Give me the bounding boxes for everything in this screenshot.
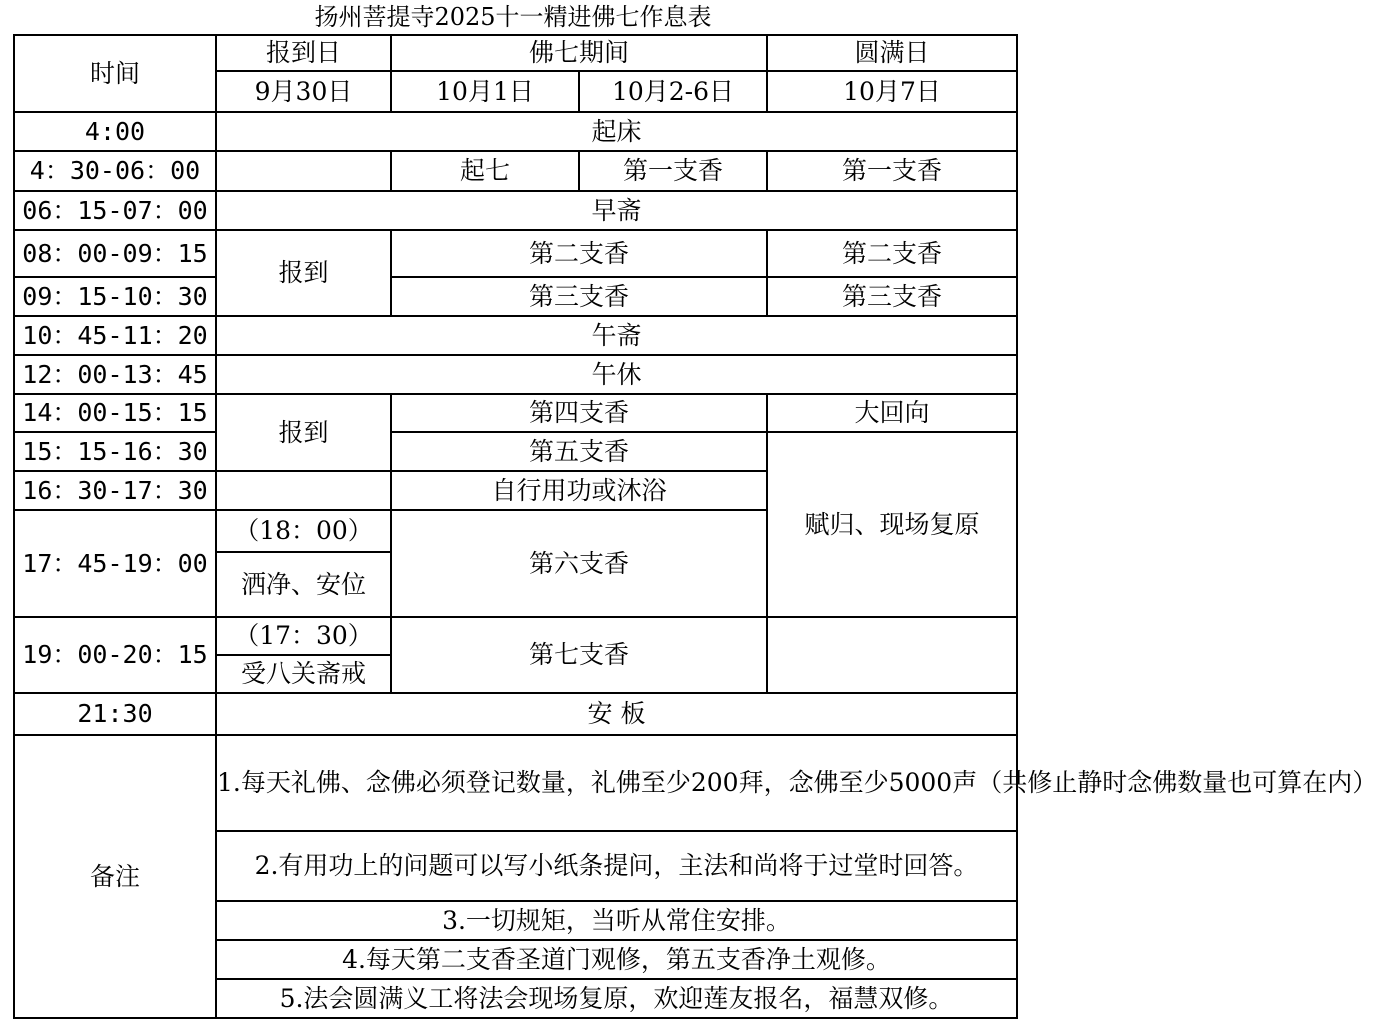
table-row <box>14 230 1017 277</box>
note-item: 2.有用功上的问题可以写小纸条提问，主法和尚将于过堂时回答。 <box>216 831 1017 901</box>
time-cell: 09：15-10：30 <box>14 277 216 316</box>
date-checkin: 9月30日 <box>216 71 391 112</box>
table-row <box>14 355 1017 394</box>
activity-cell: 第六支香 <box>391 510 767 617</box>
note-row <box>14 735 1017 831</box>
activity-cell: 第七支香 <box>391 617 767 693</box>
activity-cell: 赋归、现场复原 <box>767 432 1017 617</box>
time-cell: 12：00-13：45 <box>14 355 216 394</box>
activity-cell: 起七 <box>391 151 579 191</box>
time-cell: 4:00 <box>14 112 216 151</box>
time-cell: 14：00-15：15 <box>14 394 216 432</box>
schedule-table <box>13 34 1377 1019</box>
activity-cell: 早斋 <box>216 191 1017 230</box>
table-row <box>14 394 1017 432</box>
activity-cell: 午斋 <box>216 316 1017 355</box>
notes-label: 备注 <box>14 735 216 1018</box>
activity-cell: 第五支香 <box>391 432 767 471</box>
header-final-day: 圆满日 <box>767 35 1017 71</box>
table-row <box>14 617 1017 655</box>
activity-cell: 报到 <box>216 394 391 471</box>
activity-cell: （17：30） <box>216 617 391 655</box>
activity-cell: 第一支香 <box>767 151 1017 191</box>
table-row <box>14 277 1017 316</box>
table-row <box>14 151 1017 191</box>
time-cell: 17：45-19：00 <box>14 510 216 617</box>
activity-cell: 第二支香 <box>391 230 767 277</box>
activity-cell: 第三支香 <box>767 277 1017 316</box>
activity-cell: 第一支香 <box>579 151 767 191</box>
time-cell: 10：45-11：20 <box>14 316 216 355</box>
activity-cell: 自行用功或沐浴 <box>391 471 767 510</box>
time-cell: 15：15-16：30 <box>14 432 216 471</box>
empty-cell <box>767 617 1017 693</box>
activity-cell: 报到 <box>216 230 391 316</box>
time-cell: 08：00-09：15 <box>14 230 216 277</box>
header-row <box>14 35 1017 71</box>
activity-cell: 起床 <box>216 112 1017 151</box>
table-row <box>14 316 1017 355</box>
header-retreat-period: 佛七期间 <box>391 35 767 71</box>
activity-cell: 洒净、安位 <box>216 552 391 617</box>
time-cell: 06：15-07：00 <box>14 191 216 230</box>
header-checkin-day: 报到日 <box>216 35 391 71</box>
empty-cell <box>216 471 391 510</box>
note-item: 1.每天礼佛、念佛必须登记数量，礼佛至少200拜，念佛至少5000声（共修止静时念佛数量也可算在内） <box>216 735 1017 831</box>
activity-cell: 午休 <box>216 355 1017 394</box>
time-cell: 19：00-20：15 <box>14 617 216 693</box>
date-oct2-6: 10月2-6日 <box>579 71 767 112</box>
time-cell: 16：30-17：30 <box>14 471 216 510</box>
note-item: 5.法会圆满义工将法会现场复原，欢迎莲友报名，福慧双修。 <box>216 979 1017 1018</box>
activity-cell: 第四支香 <box>391 394 767 432</box>
activity-cell: 安 板 <box>216 693 1017 735</box>
note-item: 3.一切规矩，当听从常住安排。 <box>216 901 1017 940</box>
activity-cell: 受八关斋戒 <box>216 655 391 693</box>
empty-cell <box>216 151 391 191</box>
note-item: 4.每天第二支香圣道门观修，第五支香净土观修。 <box>216 940 1017 979</box>
header-time: 时间 <box>14 35 216 112</box>
activity-cell: 第三支香 <box>391 277 767 316</box>
time-cell: 21:30 <box>14 693 216 735</box>
table-row <box>14 112 1017 151</box>
table-row <box>14 191 1017 230</box>
date-oct1: 10月1日 <box>391 71 579 112</box>
activity-cell: 第二支香 <box>767 230 1017 277</box>
activity-cell: （18：00） <box>216 510 391 552</box>
table-row <box>14 432 1017 471</box>
activity-cell: 大回向 <box>767 394 1017 432</box>
date-oct7: 10月7日 <box>767 71 1017 112</box>
page-title: 扬州菩提寺2025十一精进佛七作息表 <box>314 3 712 31</box>
table-row <box>14 693 1017 735</box>
time-cell: 4：30-06：00 <box>14 151 216 191</box>
